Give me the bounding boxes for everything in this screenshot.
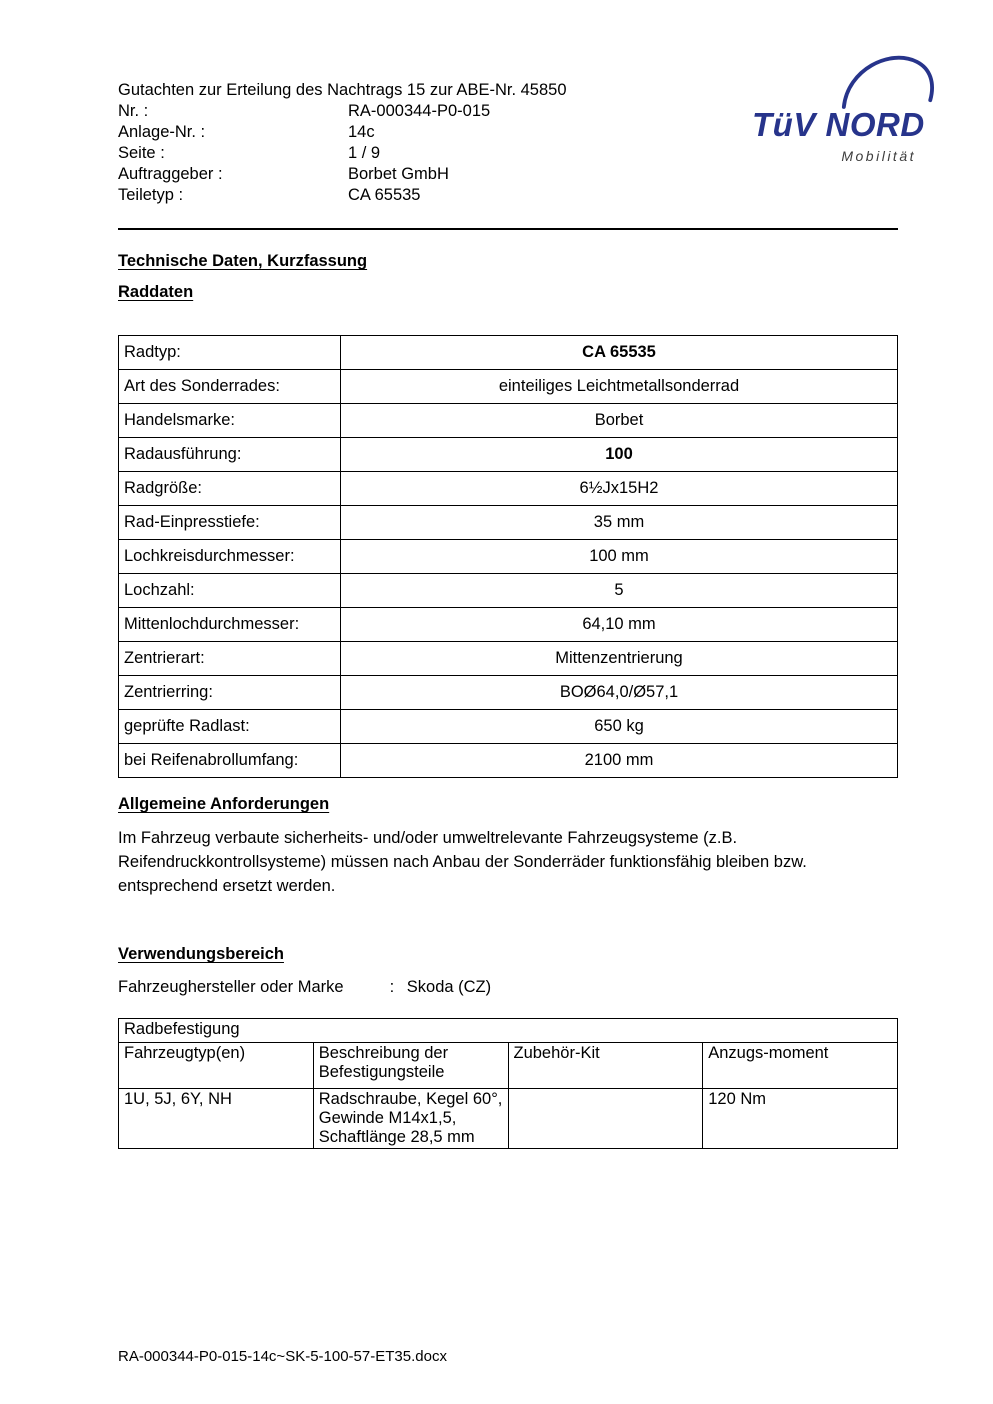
field-label: Seite : [118,144,165,162]
raddaten-value-cell: CA 65535 [341,336,898,370]
raddaten-label-cell: Handelsmarke: [119,404,341,438]
raddaten-value-cell: 650 kg [341,710,898,744]
table-row [119,472,898,506]
verwendung-value: Skoda (CZ) [406,978,492,996]
table-row [119,744,898,778]
raddaten-value-cell: 64,10 mm [341,608,898,642]
raddaten-table [118,335,898,778]
cell-fahrzeugtyp: 1U, 5J, 6Y, NH [119,1089,314,1149]
field-label: Teiletyp : [118,186,184,204]
section-heading-technische-daten: Technische Daten, Kurzfassung [118,252,368,270]
raddaten-value-cell: 35 mm [341,506,898,540]
field-label: Anlage-Nr. : [118,123,206,141]
verwendung-line [118,978,491,997]
cell-zubehoer [508,1089,703,1149]
raddaten-label-cell: Zentrierart: [119,642,341,676]
raddaten-label-cell: Rad-Einpresstiefe: [119,506,341,540]
radbefestigung-title-cell: Radbefestigung [119,1019,898,1043]
field-value: 14c [348,123,375,141]
raddaten-label-cell: Lochkreisdurchmesser: [119,540,341,574]
field-value: 1 / 9 [348,144,381,162]
raddaten-value-cell: 100 mm [341,540,898,574]
table-row [119,710,898,744]
cell-beschreibung: Radschraube, Kegel 60°, Gewinde M14x1,5, Schaftlänge 28,5 mm [313,1089,508,1149]
raddaten-value-cell: 2100 mm [341,744,898,778]
column-header-beschreibung: Beschreibung der Befestigungsteile [313,1043,508,1089]
raddaten-value-cell: 100 [341,438,898,472]
raddaten-value-cell: Borbet [341,404,898,438]
table-row [119,574,898,608]
raddaten-label-cell: Lochzahl: [119,574,341,608]
logo-text: TüV NORD [752,106,925,143]
section-heading-allgemeine-anforderungen: Allgemeine Anforderungen [118,795,330,813]
column-header-anzugsmoment: Anzugs-moment [703,1043,898,1089]
table-row [119,438,898,472]
cell-anzugsmoment: 120 Nm [703,1089,898,1149]
header-field-nr [118,101,567,122]
field-value: Borbet GmbH [348,165,449,183]
column-header-zubehoer-kit: Zubehör-Kit [508,1043,703,1089]
table-row [119,1019,898,1043]
raddaten-value-cell: BOØ64,0/Ø57,1 [341,676,898,710]
table-row [119,642,898,676]
logo-subtitle: Mobilität [841,148,916,164]
header-field-auftraggeber [118,164,567,185]
section-heading-verwendungsbereich: Verwendungsbereich [118,945,284,963]
table-row [119,1089,898,1149]
raddaten-label-cell: geprüfte Radlast: [119,710,341,744]
table-row [119,1043,898,1089]
raddaten-label-cell: Radgröße: [119,472,341,506]
header-field-seite [118,143,567,164]
raddaten-label-cell: Mittenlochdurchmesser: [119,608,341,642]
verwendung-label: Fahrzeughersteller oder Marke [118,978,344,996]
column-header-fahrzeugtyp: Fahrzeugtyp(en) [119,1043,314,1089]
raddaten-value-cell: 5 [341,574,898,608]
section-heading-raddaten: Raddaten [118,283,194,301]
field-value: CA 65535 [348,186,421,204]
table-row [119,404,898,438]
raddaten-value-cell: Mittenzentrierung [341,642,898,676]
table-row [119,506,898,540]
table-row [119,540,898,574]
document-header [118,80,567,206]
header-divider [118,228,898,230]
footer-filename: RA-000344-P0-015-14c~SK-5-100-57-ET35.docx [118,1348,447,1365]
anforderungen-paragraph: Im Fahrzeug verbaute sicherheits- und/oder umweltrelevante Fahrzeugsysteme (z.B. Reifendruckkontrollsysteme) müssen nach Anbau der Sonderräder funktionsfähig bleiben bzw. entsprechend ersetzt werden. [118,829,807,895]
table-row [119,608,898,642]
field-label: Auftraggeber : [118,165,223,183]
header-field-teiletyp [118,185,567,206]
raddaten-label-cell: Zentrierring: [119,676,341,710]
table-row [119,676,898,710]
raddaten-label-cell: bei Reifenabrollumfang: [119,744,341,778]
header-field-anlage [118,122,567,143]
raddaten-label-cell: Radausführung: [119,438,341,472]
tuv-nord-logo [752,106,942,164]
field-value: RA-000344-P0-015 [348,102,491,120]
raddaten-label-cell: Art des Sonderrades: [119,370,341,404]
logo-swoosh-icon [840,52,936,110]
document-title: Gutachten zur Erteilung des Nachtrags 15 zur ABE-Nr. 45850 [118,81,567,99]
radbefestigung-table [118,1018,898,1149]
field-label: Nr. : [118,102,149,120]
table-row [119,370,898,404]
raddaten-label-cell: Radtyp: [119,336,341,370]
raddaten-value-cell: einteiliges Leichtmetallsonderrad [341,370,898,404]
verwendung-colon: : [389,978,395,996]
raddaten-value-cell: 6½Jx15H2 [341,472,898,506]
table-row [119,336,898,370]
